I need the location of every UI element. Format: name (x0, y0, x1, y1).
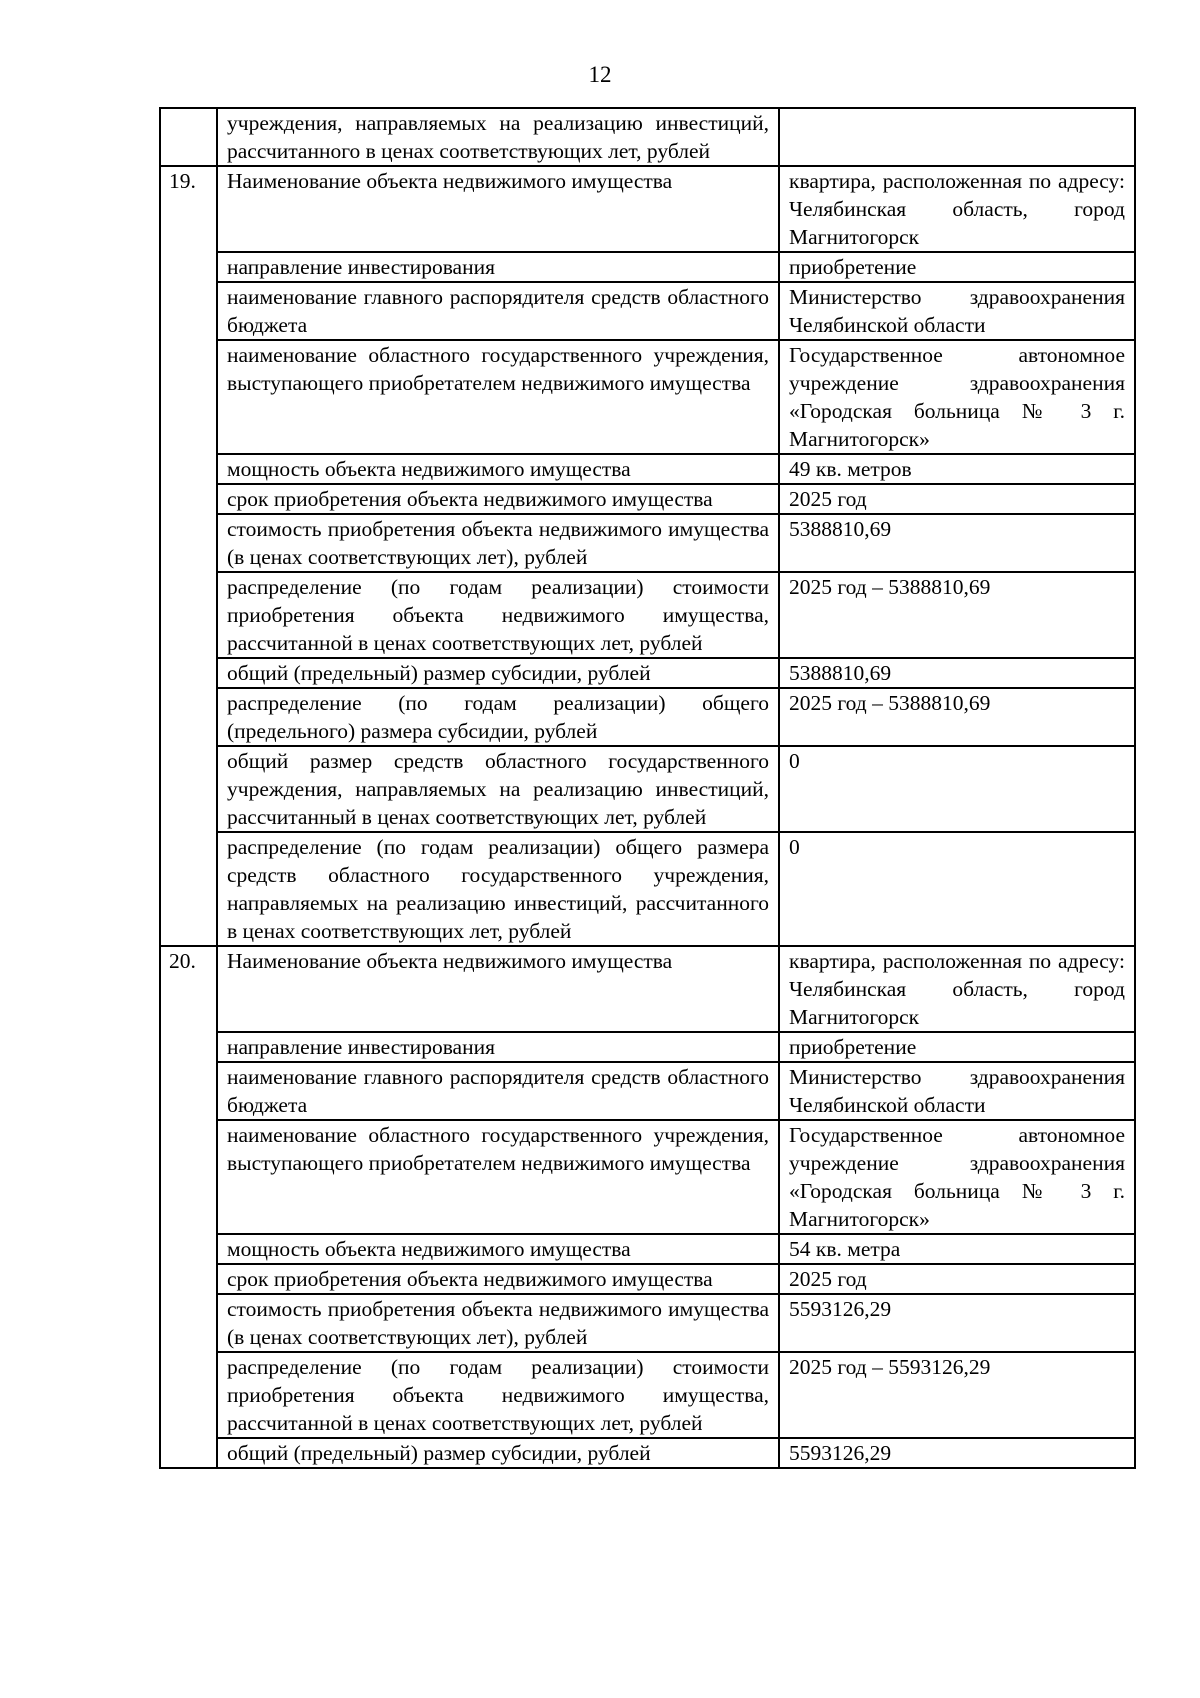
table-row (160, 658, 1135, 688)
table-row (160, 1438, 1135, 1468)
row-number-cell (160, 282, 217, 340)
row-label-cell: наименование главного распорядителя средств областного бюджета (217, 282, 779, 340)
row-number-cell (160, 658, 217, 688)
table-row (160, 1062, 1135, 1120)
row-value-cell: 2025 год – 5388810,69 (779, 688, 1135, 746)
table-row (160, 832, 1135, 946)
row-number-cell (160, 832, 217, 946)
row-label-cell: наименование главного распорядителя средств областного бюджета (217, 1062, 779, 1120)
row-number-cell (160, 454, 217, 484)
row-number-cell (160, 340, 217, 454)
row-number-cell (160, 572, 217, 658)
row-label-cell: наименование областного государственного учреждения, выступающего приобретателем недвижимого имущества (217, 1120, 779, 1234)
table-row (160, 746, 1135, 832)
table-row (160, 1234, 1135, 1264)
row-value-cell: 2025 год (779, 1264, 1135, 1294)
row-number-cell (160, 1062, 217, 1120)
row-number-cell (160, 252, 217, 282)
row-value-cell: 5388810,69 (779, 658, 1135, 688)
row-value-cell: Министерство здравоохранения Челябинской области (779, 282, 1135, 340)
table-row (160, 1120, 1135, 1234)
table-row (160, 946, 1135, 1032)
table-row (160, 688, 1135, 746)
row-value-cell: приобретение (779, 252, 1135, 282)
row-label-cell: распределение (по годам реализации) стоимости приобретения объекта недвижимого имущества, рассчитанной в ценах соответствующих лет, рублей (217, 1352, 779, 1438)
row-label-cell: направление инвестирования (217, 1032, 779, 1062)
row-number-cell (160, 1032, 217, 1062)
table-row (160, 484, 1135, 514)
row-label-cell: срок приобретения объекта недвижимого имущества (217, 484, 779, 514)
row-label-cell: учреждения, направляемых на реализацию инвестиций, рассчитанного в ценах соответствующих лет, рублей (217, 108, 779, 166)
table-row (160, 252, 1135, 282)
investment-table (159, 107, 1136, 1469)
row-value-cell: 5388810,69 (779, 514, 1135, 572)
row-label-cell: общий (предельный) размер субсидии, рублей (217, 658, 779, 688)
table-row (160, 1352, 1135, 1438)
table-row (160, 1264, 1135, 1294)
page-number: 12 (588, 62, 612, 87)
row-label-cell: мощность объекта недвижимого имущества (217, 1234, 779, 1264)
row-label-cell: распределение (по годам реализации) общего (предельного) размера субсидии, рублей (217, 688, 779, 746)
row-value-cell: Министерство здравоохранения Челябинской области (779, 1062, 1135, 1120)
table-row (160, 166, 1135, 252)
row-label-cell: срок приобретения объекта недвижимого имущества (217, 1264, 779, 1294)
row-number-cell (160, 1234, 217, 1264)
row-label-cell: распределение (по годам реализации) стоимости приобретения объекта недвижимого имущества, рассчитанной в ценах соответствующих лет, рублей (217, 572, 779, 658)
row-label-cell: стоимость приобретения объекта недвижимого имущества (в ценах соответствующих лет), рублей (217, 1294, 779, 1352)
row-value-cell: 2025 год (779, 484, 1135, 514)
table-row (160, 454, 1135, 484)
row-value-cell: 2025 год – 5593126,29 (779, 1352, 1135, 1438)
row-number-cell (160, 484, 217, 514)
row-label-cell: распределение (по годам реализации) общего размера средств областного государственного учреждения, направляемых на реализацию инвестиций, рассчитанного в ценах соответствующих лет, рублей (217, 832, 779, 946)
row-label-cell: Наименование объекта недвижимого имущества (217, 946, 779, 1032)
table-row-continuation (160, 108, 1135, 166)
table-row (160, 514, 1135, 572)
row-number-cell (160, 1294, 217, 1352)
row-number-cell (160, 1352, 217, 1438)
row-number-cell (160, 108, 217, 166)
row-number-cell (160, 1438, 217, 1468)
row-value-cell: 54 кв. метра (779, 1234, 1135, 1264)
row-value-cell: 2025 год – 5388810,69 (779, 572, 1135, 658)
row-value-cell (779, 108, 1135, 166)
row-value-cell: приобретение (779, 1032, 1135, 1062)
row-value-cell: Государственное автономное учреждение здравоохранения «Городская больница № 3 г. Магнитогорск» (779, 340, 1135, 454)
row-number-cell: 19. (160, 166, 217, 252)
row-label-cell: стоимость приобретения объекта недвижимого имущества (в ценах соответствующих лет), рублей (217, 514, 779, 572)
row-value-cell: Государственное автономное учреждение здравоохранения «Городская больница № 3 г. Магнитогорск» (779, 1120, 1135, 1234)
row-number-cell (160, 514, 217, 572)
table-row (160, 340, 1135, 454)
row-number-cell: 20. (160, 946, 217, 1032)
investment-table-body (160, 108, 1135, 1468)
row-number-cell (160, 746, 217, 832)
row-label-cell: Наименование объекта недвижимого имущества (217, 166, 779, 252)
row-number-cell (160, 1120, 217, 1234)
row-label-cell: общий (предельный) размер субсидии, рублей (217, 1438, 779, 1468)
row-number-cell (160, 1264, 217, 1294)
row-value-cell: 5593126,29 (779, 1294, 1135, 1352)
row-label-cell: наименование областного государственного учреждения, выступающего приобретателем недвижимого имущества (217, 340, 779, 454)
row-value-cell: квартира, расположенная по адресу: Челябинская область, город Магнитогорск (779, 166, 1135, 252)
row-value-cell: 0 (779, 746, 1135, 832)
table-row (160, 572, 1135, 658)
table-row (160, 1294, 1135, 1352)
row-value-cell: 5593126,29 (779, 1438, 1135, 1468)
row-label-cell: общий размер средств областного государственного учреждения, направляемых на реализацию инвестиций, рассчитанный в ценах соответствующих лет, рублей (217, 746, 779, 832)
row-value-cell: квартира, расположенная по адресу: Челябинская область, город Магнитогорск (779, 946, 1135, 1032)
row-label-cell: направление инвестирования (217, 252, 779, 282)
row-number-cell (160, 688, 217, 746)
table-row (160, 282, 1135, 340)
row-value-cell: 49 кв. метров (779, 454, 1135, 484)
row-label-cell: мощность объекта недвижимого имущества (217, 454, 779, 484)
row-value-cell: 0 (779, 832, 1135, 946)
table-row (160, 1032, 1135, 1062)
